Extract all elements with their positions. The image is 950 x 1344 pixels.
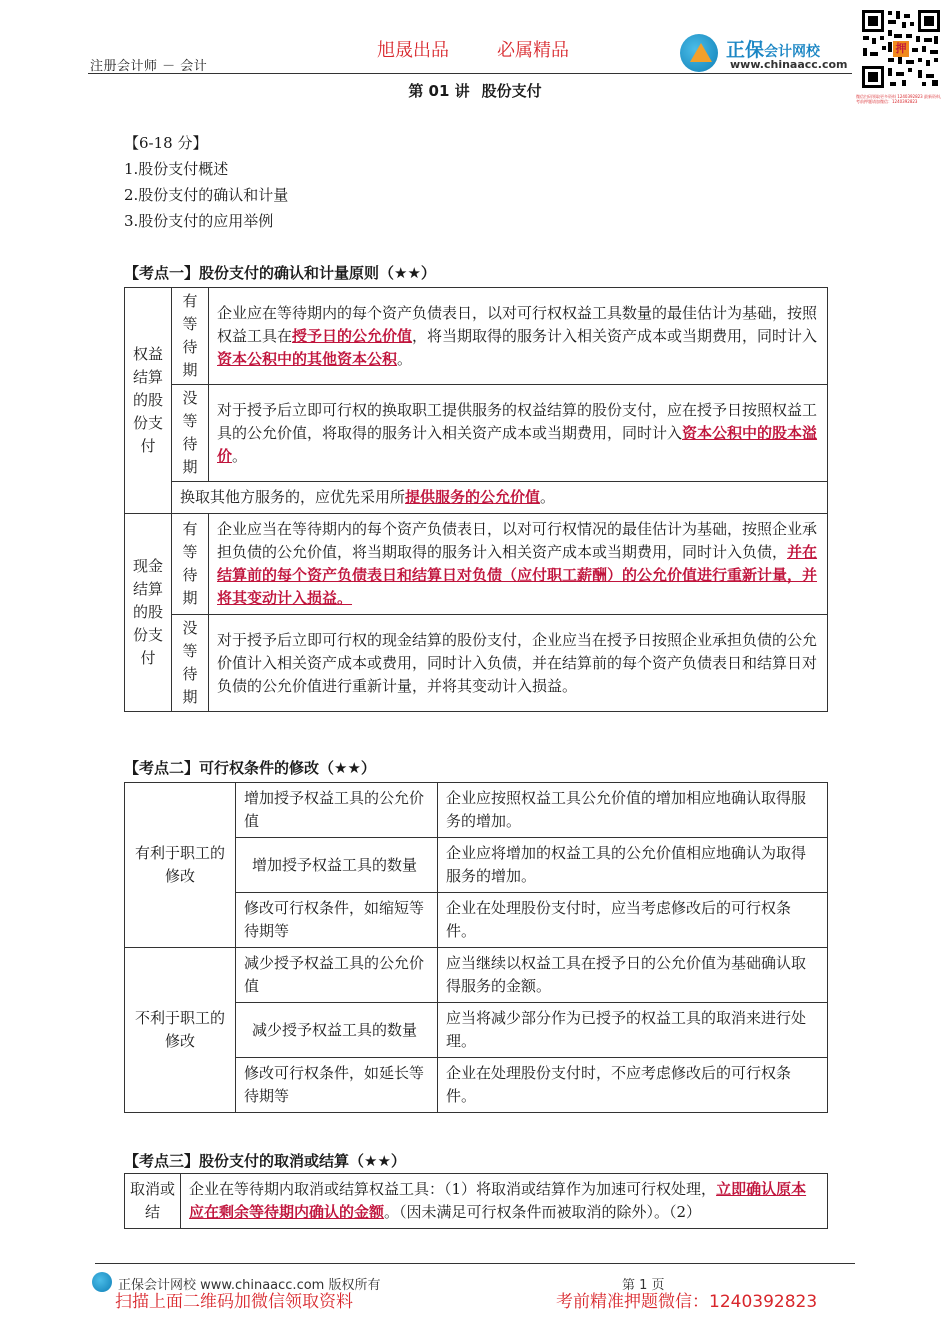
cash-settled-label: 现金结算的股份支付 (125, 514, 172, 712)
page-number: 第 1 页 (622, 1278, 665, 1293)
header-divider (88, 73, 852, 74)
favorable-item: 增加授予权益工具的数量 (236, 838, 438, 893)
cash-no-wait-label: 没等待期 (172, 615, 209, 712)
slogan-right: 必属精品 (497, 40, 569, 61)
favorable-desc: 企业应按照权益工具公允价值的增加相应地确认取得服务的增加。 (438, 783, 828, 838)
logo-triangle-icon (690, 43, 712, 62)
logo-name: 正保 (726, 39, 765, 61)
other-capital-reserve-highlight: 资本公积中的其他资本公积 (217, 349, 398, 368)
cash-no-wait-desc: 对于授予后立即可行权的现金结算的股份支付，企业应当在授予日按照企业承担负债的公允价值计入相关资产成本或费用，同时计入负债，并在结算前的每个资产负债表日和结算日对负债的公允价值进行重新计量，并将其变动计入损益。 (209, 615, 828, 712)
equity-no-wait-desc: 对于授予后立即可行权的换取职工提供服务的权益结算的股份支付，应在授予日按照权益工具的公允价值，将取得的服务计入相关资产成本或当期费用，同时计入资本公积中的股本溢价。 (209, 385, 828, 482)
section3-title: 【考点三】股份支付的取消或结算（★★） (124, 1152, 406, 1170)
chinaacc-logo[interactable] (680, 34, 856, 74)
unfavorable-modification-label: 不利于职工的修改 (125, 948, 236, 1113)
equity-other-party-desc: 换取其他方服务的，应优先采用所提供服务的公允价值。 (172, 482, 828, 514)
favorable-modification-label: 有利于职工的修改 (125, 783, 236, 948)
grant-date-fair-value-highlight: 授予日的公允价值 (292, 326, 413, 345)
unfavorable-item: 减少授予权益工具的公允价值 (236, 948, 438, 1003)
cancel-settle-desc: 企业在等待期内取消或结算权益工具：（1）将取消或结算作为加速可行权处理，立即确认原本应在剩余等待期内确认的金额。（因未满足可行权条件而被取消的除外）。（2） (181, 1174, 828, 1229)
logo-url: www.chinaacc.com (730, 58, 848, 71)
slogan-left: 旭晟出品 (377, 40, 449, 61)
footer-copyright: 正保会计网校 www.chinaacc.com 版权所有 (118, 1278, 381, 1293)
outline-item-1: 1.股份支付概述 (124, 160, 229, 178)
unfavorable-item: 减少授予权益工具的数量 (236, 1003, 438, 1058)
outline-item-3: 3.股份支付的应用举例 (124, 212, 274, 230)
promo-left: 扫描上面二维码加微信领取资料 (115, 1292, 353, 1312)
qr-badge: 押 (895, 42, 907, 55)
section1-title: 【考点一】股份支付的确认和计量原则（★★） (124, 264, 436, 282)
favorable-desc: 企业应将增加的权益工具的公允价值相应地确认为取得服务的增加。 (438, 838, 828, 893)
cash-with-wait-desc: 企业应当在等待期内的每个资产负债表日，以对可行权情况的最佳估计为基础，按照企业承担负债的公允价值，将当期取得的服务计入相关资产成本或当期费用，同时计入负债，并在结算前的每个资产负债表日和结算日对负债（应付职工薪酬）的公允价值进行重新计量，并将其变动计入损益。 (209, 514, 828, 615)
service-fair-value-highlight: 提供服务的公允价值 (405, 488, 541, 506)
immediate-recognition-highlight: 立即确认原本应在剩余等待期内确认的金额 (189, 1180, 807, 1221)
favorable-desc: 企业在处理股份支付时，应当考虑修改后的可行权条件。 (438, 893, 828, 948)
score-range: 【6-18 分】 (124, 134, 208, 152)
qr-code-icon (860, 8, 942, 90)
favorable-item: 修改可行权条件，如缩短等待期等 (236, 893, 438, 948)
lecture-name: 股份支付 (481, 82, 542, 100)
equity-settled-label: 权益结算的股份支付 (125, 288, 172, 514)
logo-sub: 会计网校 (764, 44, 821, 60)
unfavorable-desc: 应当将减少部分作为已授予的权益工具的取消来进行处理。 (438, 1003, 828, 1058)
section3-table (124, 1173, 828, 1229)
lecture-title (0, 80, 950, 101)
unfavorable-item: 修改可行权条件，如延长等待期等 (236, 1058, 438, 1113)
unfavorable-desc: 企业在处理股份支付时，不应考虑修改后的可行权条件。 (438, 1058, 828, 1113)
outline-item-2: 2.股份支付的确认和计量 (124, 186, 289, 204)
equity-with-wait-label: 有等待期 (172, 288, 209, 385)
qr-note: 微信扫码领取更多资料 1240392823 最新资料，考前押题请加微信：1240392823 (856, 94, 944, 104)
footer-logo-icon (92, 1272, 112, 1292)
footer-divider (95, 1263, 855, 1264)
equity-with-wait-desc: 企业应在等待期内的每个资产负债表日，以对可行权权益工具数量的最佳估计为基础，按照权益工具在授予日的公允价值，将当期取得的服务计入相关资产成本或当期费用，同时计入资本公积中的其他资本公积。 (209, 288, 828, 385)
lecture-number: 第 01 讲 (408, 82, 470, 100)
subject-label: 注册会计师 － 会计 (90, 59, 208, 74)
remeasure-liability-highlight: 并在结算前的每个资产负债表日和结算日对负债（应付职工薪酬）的公允价值进行重新计量，并将其变动计入损益。 (217, 543, 818, 607)
section2-title: 【考点二】可行权条件的修改（★★） (124, 759, 376, 777)
cash-with-wait-label: 有等待期 (172, 514, 209, 615)
section2-table (124, 782, 828, 1113)
promo-right: 考前精准押题微信：1240392823 (556, 1292, 818, 1312)
cancel-settle-label: 取消或结 (125, 1174, 181, 1229)
equity-no-wait-label: 没等待期 (172, 385, 209, 482)
share-premium-highlight: 资本公积中的股本溢价 (217, 423, 818, 465)
favorable-item: 增加授予权益工具的公允价值 (236, 783, 438, 838)
unfavorable-desc: 应当继续以权益工具在授予日的公允价值为基础确认取得服务的金额。 (438, 948, 828, 1003)
section1-table (124, 287, 828, 712)
